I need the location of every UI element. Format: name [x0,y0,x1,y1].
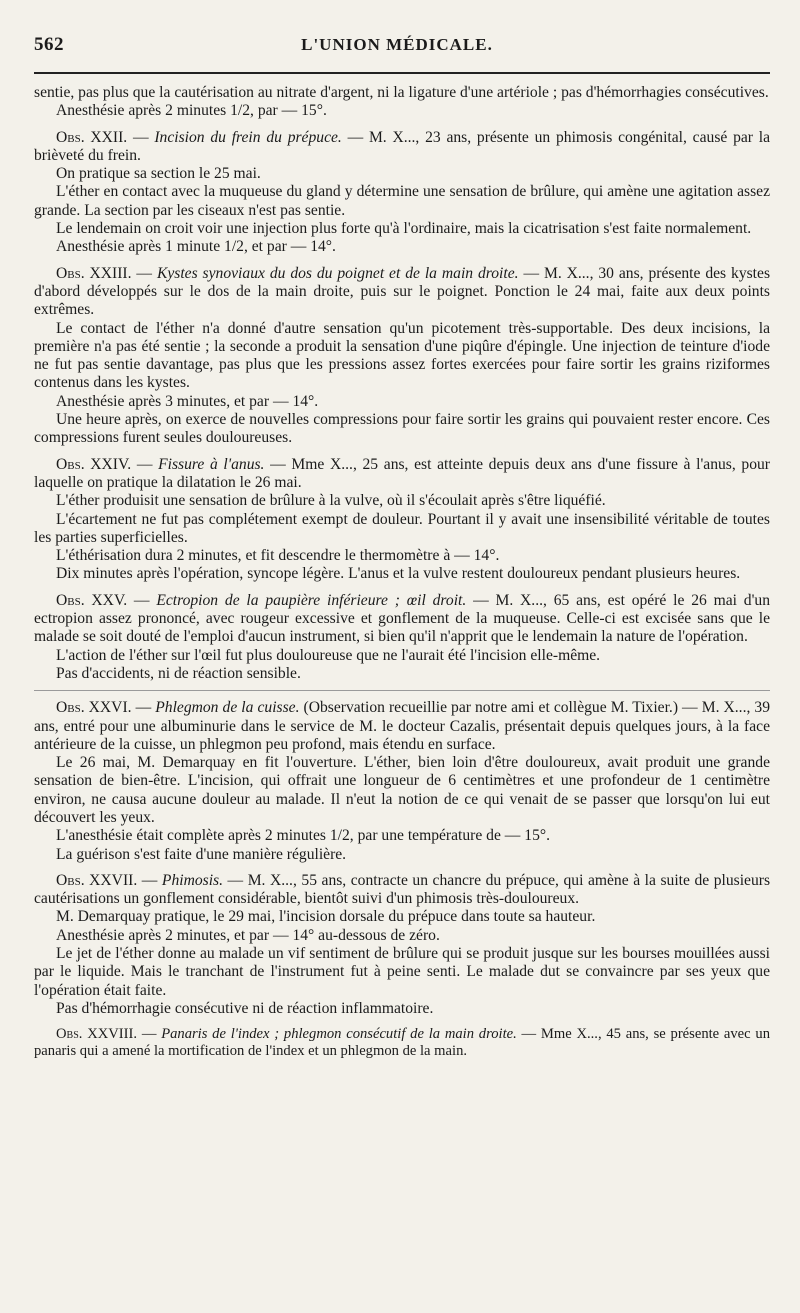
observation-paragraph: Obs. XXIII. — Kystes synoviaux du dos du poignet et de la main droite. — M. X..., 30 ans, présente des kystes d'abord développés sur le dos de la main droite, puis sur le poignet. Ponction le 24 mai, faite aux deux points extrêmes. [34,264,771,319]
continued-observation [34,1026,770,1060]
body-paragraph: L'éther produisit une sensation de brûlure à la vulve, où il s'écoulait après s'être liquéfié. [56,492,606,510]
observation-text: (Observation recueillie par notre ami et collègue M. Tixier.) — M. X..., 39 ans, entré pour une albuminurie dans le service de M. le docteur Cazalis, présentait depuis quelques jours, à la face antérieure de la cuisse, un phlegmon peu profond, mais étendu en surface. [34,699,771,753]
observation-text: — M. X..., 30 ans, présente des kystes d'abord développés sur le dos de la main droite, puis sur le poignet. Ponction le 24 mai, faite aux deux points extrêmes. [34,264,771,319]
observation-text: — Mme X..., 25 ans, est atteinte depuis deux ans d'une fissure à l'anus, pour laquelle on pratique la dilatation le 26 mai. [34,455,771,491]
observation-label: Obs. XXV. [56,591,128,609]
body-paragraph: L'éthérisation dura 2 minutes, et fit descendre le thermomètre à — 14°. [56,547,500,565]
observation-text: — M. X..., 55 ans, contracte un chancre du prépuce, qui amène à la suite de plusieurs cautérisations un gonflement considérable, bientôt suivi d'un phimosis très-douloureux. [34,871,771,908]
body-paragraph: L'anesthésie était complète après 2 minutes 1/2, par une température de — 15°. [56,827,551,845]
body-text [34,84,770,1060]
observation-text: — Mme X..., 45 ans, se présente avec un panaris qui a amené la mortification de l'index et un phlegmon de la main. [34,1026,771,1060]
observation-label: Obs. XXVIII. [56,1026,138,1043]
body-paragraph: M. Demarquay pratique, le 29 mai, l'incision dorsale du prépuce dans toute sa hauteur. [56,908,596,926]
observation-title: Fissure à l'anus. [158,455,265,473]
observation-label: Obs. XXVI. [56,699,132,717]
observation-label: Obs. XXIV. [56,455,132,473]
observation-title: Ectropion de la paupière inférieure ; œil droit. [156,591,467,609]
body-paragraph: Le 26 mai, M. Demarquay en fit l'ouverture. L'éther, bien loin d'être douloureux, avait produit une grande sensation de bien-être. L'incision, qui offrait une longueur de 6 centimètres et une profondeur de 1 centimètre environ, ne causa aucune douleur au malade. Il n'eut la notion de ce qui venait de se passer que lorsqu'on lui eut découvert les yeux. [34,754,770,826]
body-paragraph: sentie, pas plus que la cautérisation au nitrate d'argent, ni la ligature d'une artériole ; pas d'hémorrhagies consécutives. [34,84,769,101]
observation-title: Panaris de l'index ; phlegmon consécutif de la main droite. [161,1026,517,1043]
observation-title: Phimosis. [161,871,224,889]
observation-label: Obs. XXIII. [56,264,132,282]
body-paragraph: Dix minutes après l'opération, syncope légère. L'anus et la vulve restent douloureux pendant plusieurs heures. [56,565,741,583]
body-paragraph: L'éther en contact avec la muqueuse du gland y détermine une sensation de brûlure, qui amène une agitation assez grande. La section par les ciseaux n'est pas sentie. [34,183,770,219]
page-header [34,34,770,64]
body-paragraph: Pas d'hémorrhagie consécutive ni de réaction inflammatoire. [56,999,434,1017]
body-paragraph: L'écartement ne fut pas complétement exempt de douleur. Pourtant il y avait une insensibilité véritable de toutes les parties superficielles. [34,510,770,546]
observation-paragraph: Obs. XXVI. — Phlegmon de la cuisse. (Observation recueillie par notre ami et collègue M. Tixier.) — M. X..., 39 ans, entré pour une albuminurie dans le service de M. le docteur Cazalis, présentait depuis quelques jours, à la face antérieure de la cuisse, un phlegmon peu profond, mais étendu en surface. [34,699,771,753]
observation-paragraph: Obs. XXIV. — Fissure à l'anus. — Mme X..., 25 ans, est atteinte depuis deux ans d'une fissure à l'anus, pour laquelle on pratique la dilatation le 26 mai. [34,455,771,491]
body-paragraph: Le contact de l'éther n'a donné d'autre sensation qu'un picotement très-supportable. Des deux incisions, la première n'a pas été sentie ; la seconde a produit la sensation d'une piqûre d'épingle. Une injection de teinture d'iode ne fut pas sentie davantage, pas plus que les pressions assez fortes exercées pour faire sortir les grains riziformes contenus dans les kystes. [34,319,770,392]
body-paragraph: L'action de l'éther sur l'œil fut plus douloureuse que ne l'aurait été l'incision elle-même. [56,646,601,664]
header-rule [34,72,770,74]
observation-text: — M. X..., 23 ans, présente un phimosis congénital, causé par la brièveté du frein. [34,128,771,164]
body-paragraph: Anesthésie après 3 minutes, et par — 14°. [56,392,319,410]
page-number: 562 [34,34,64,55]
body-paragraph: Anesthésie après 1 minute 1/2, et par — 14°. [56,238,336,256]
body-paragraph: Anesthésie après 2 minutes 1/2, par — 15°. [56,102,327,120]
running-head: L'UNION MÉDICALE. [301,35,493,54]
observation-title: Phlegmon de la cuisse. [155,699,300,717]
body-paragraph: Pas d'accidents, ni de réaction sensible. [56,664,301,682]
section-separator [34,690,770,691]
body-paragraph: Anesthésie après 2 minutes, et par — 14° au-dessous de zéro. [56,926,440,944]
observation-paragraph: Obs. XXVIII. — Panaris de l'index ; phlegmon consécutif de la main droite. — Mme X..., 45 ans, se présente avec un panaris qui a amené la mortification de l'index et un phlegmon de la main. [34,1026,771,1060]
body-paragraph: Une heure après, on exerce de nouvelles compressions pour faire sortir les grains qui pouvaient rester encore. Ces compressions furent seules douloureuses. [34,411,770,447]
observation-label: Obs. XXII. [56,128,128,146]
body-paragraph: Le lendemain on croit voir une injection plus forte qu'à l'ordinaire, mais la cicatrisation s'est faite normalement. [56,220,752,238]
observation-paragraph: Obs. XXVII. — Phimosis. — M. X..., 55 ans, contracte un chancre du prépuce, qui amène à la suite de plusieurs cautérisations un gonflement considérable, bientôt suivi d'un phimosis très-douloureux. [34,871,771,908]
body-paragraph: Le jet de l'éther donne au malade un vif sentiment de brûlure qui se produit jusque sur les bourses mouillées aussi par le liquide. Mais le tranchant de l'instrument fut à peine senti. Le malade dut se convaincre par ses yeux que l'opération était faite. [34,945,770,999]
observation-paragraph: Obs. XXII. — Incision du frein du prépuce. — M. X..., 23 ans, présente un phimosis congénital, causé par la brièveté du frein. [34,128,771,164]
observation-label: Obs. XXVII. [56,871,138,889]
body-paragraph: On pratique sa section le 25 mai. [56,165,261,183]
observation-text: — M. X..., 65 ans, est opéré le 26 mai d'un ectropion assez prononcé, avec rougeur excessive et gonflement de la muqueuse. Celle-ci est excisée sans que le malade se soit douté de l'emploi d'aucun instrument, si bien qu'il n'apprit que le lendemain la nature de l'opération. [34,591,770,646]
observation-paragraph: Obs. XXV. — Ectropion de la paupière inférieure ; œil droit. — M. X..., 65 ans, est opéré le 26 mai d'un ectropion assez prononcé, avec rougeur excessive et gonflement de la muqueuse. Celle-ci est excisée sans que le malade se soit douté de l'emploi d'aucun instrument, si bien qu'il n'apprit que le lendemain la nature de l'opération. [34,591,770,646]
body-paragraph: La guérison s'est faite d'une manière régulière. [56,845,347,863]
observation-title: Kystes synoviaux du dos du poignet et de la main droite. [156,264,519,282]
observation-title: Incision du frein du prépuce. [154,128,342,146]
